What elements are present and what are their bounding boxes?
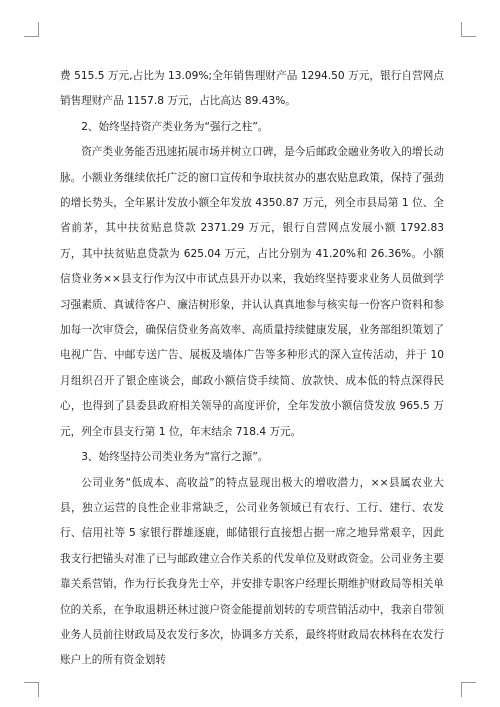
crop-mark-bottom-left [24,682,39,697]
paragraph-assets: 资产类业务能否迅速拓展市场并树立口碑，是今后邮政金融业务收入的增长动脉。小额业务继续依托广泛的窗口宣传和争取扶贫办的惠农贴息政策，保持了强劲的增长势头，全年累计发放小额全年发放 4350.87 万元，列全市县局第 1 位、全省前茅，其中扶贫贴息贷款 2371.29 万元，银行自营网点发展小额 1792.83 万，其中扶贫贴息贷款为 625.04 万元，占比分别为 41.20%和 26.36%。小额信贷业务××县支行作为汉中市试点县开办以来，我始终坚持要求业务人员做到学习强素质、真诚待客户、廉洁树形象，并认认真真地参与核实每一份客户资料和参加每一次审贷会，确保信贷业务高效率、高质量持续健康发展，业务部组织策划了电视广告、中邮专送广告、展板及墙体广告等多种形式的深入宣传活动，并于 10 月组织召开了银企座谈会，邮政小额信贷手续简、放款快、成本低的特点深得民心，也得到了县委县政府相关领导的高度评价，全年发放小额信贷发放 965.5 万元，列全市县支行第 1 位，年末结余 718.4 万元。 [60,146,444,438]
document-body [60,64,444,674]
crop-mark-bottom-right [461,682,476,697]
paragraph-corporate: 公司业务“低成本、高收益”的特点显现出极大的增收潜力，××县属农业大县，独立运营的良性企业非常缺乏，公司业务领域已有农行、工行、建行、农发行、信用社等 5 家银行群雄逐鹿，邮储银行直接想占据一席之地异常艰辛，因此我支行把锚头对准了已与邮政建立合作关系的代发单位及财政资金。公司业务主要靠关系营销，作为行长我身先士卒，并安排专职客户经理长期维护财政局等相关单位的关系，在争取退耕还林过渡户资金能提前划转的专项营销活动中，我亲自带领业务人员前往财政局及农发行多次，协调多方关系，最终将财政局农林科在农发行账户上的所有资金划转 [60,476,444,667]
paragraph-continuation: 费 515.5 万元,占比为 13.09%;全年销售理财产品 1294.50 万元，银行自营网点销售理财产品 1157.8 万元，占比高达 89.43%。 [60,70,444,108]
section-heading-assets: 2、始终坚持资产类业务为“强行之柱”。 [81,120,269,133]
crop-mark-top-left [24,22,39,37]
section-heading-corporate: 3、始终坚持公司类业务为“富行之源”。 [81,451,269,464]
crop-mark-top-right [461,22,476,37]
